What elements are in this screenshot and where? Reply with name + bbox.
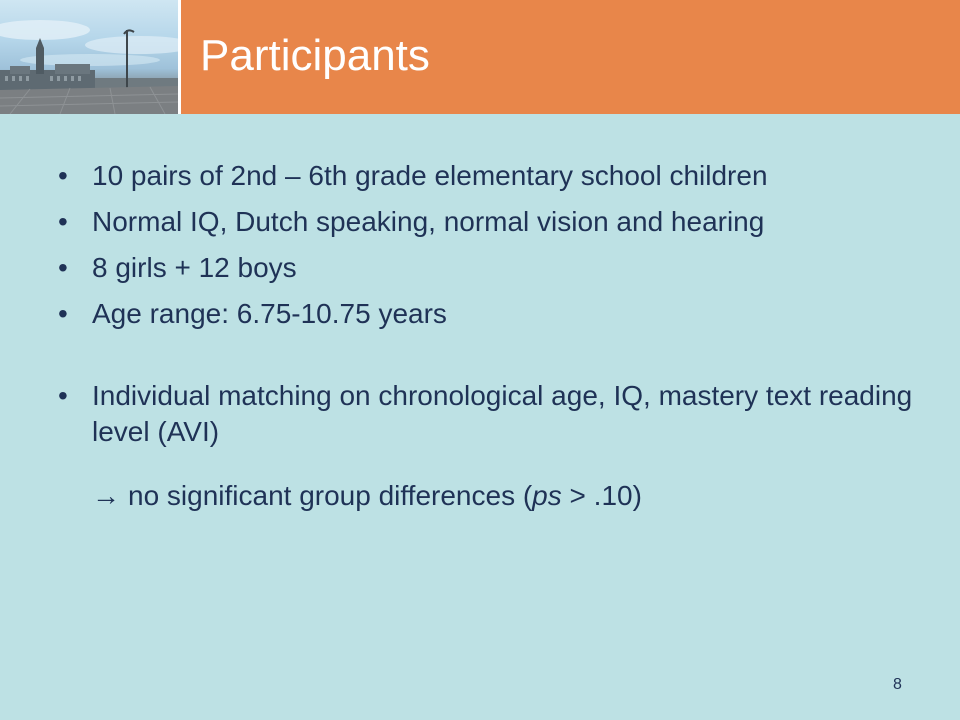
- bullet-glyph: •: [58, 298, 68, 329]
- sub-point: [92, 478, 642, 514]
- slide-header: [0, 0, 960, 114]
- list-item-text: 10 pairs of 2nd – 6th grade elementary school children: [92, 160, 768, 191]
- page-number: 8: [893, 676, 902, 693]
- list-item: [58, 378, 918, 450]
- arrow-right-icon: →: [92, 480, 120, 511]
- sub-point-text-end: > .10): [561, 480, 642, 511]
- list-item: [58, 296, 918, 332]
- bullet-glyph: •: [58, 380, 68, 411]
- bullet-glyph: •: [58, 252, 68, 283]
- sub-point-italic: ps: [532, 480, 562, 511]
- bullet-list: [58, 158, 918, 460]
- list-item-text: Normal IQ, Dutch speaking, normal vision and hearing: [92, 206, 765, 237]
- list-item: [58, 204, 918, 240]
- bullet-glyph: •: [58, 206, 68, 237]
- slide-title: Participants: [200, 31, 430, 80]
- header-photo: [0, 0, 178, 114]
- city-square-photo-icon: [0, 0, 178, 114]
- bullet-glyph: •: [58, 160, 68, 191]
- list-item-text: Age range: 6.75-10.75 years: [92, 298, 447, 329]
- list-item: [58, 158, 918, 194]
- list-item: [58, 250, 918, 286]
- sub-point-text: no significant group differences (: [128, 480, 533, 511]
- list-item-text: Individual matching on chronological age, IQ, mastery text reading level (AVI): [92, 380, 913, 447]
- list-item-text: 8 girls + 12 boys: [92, 252, 297, 283]
